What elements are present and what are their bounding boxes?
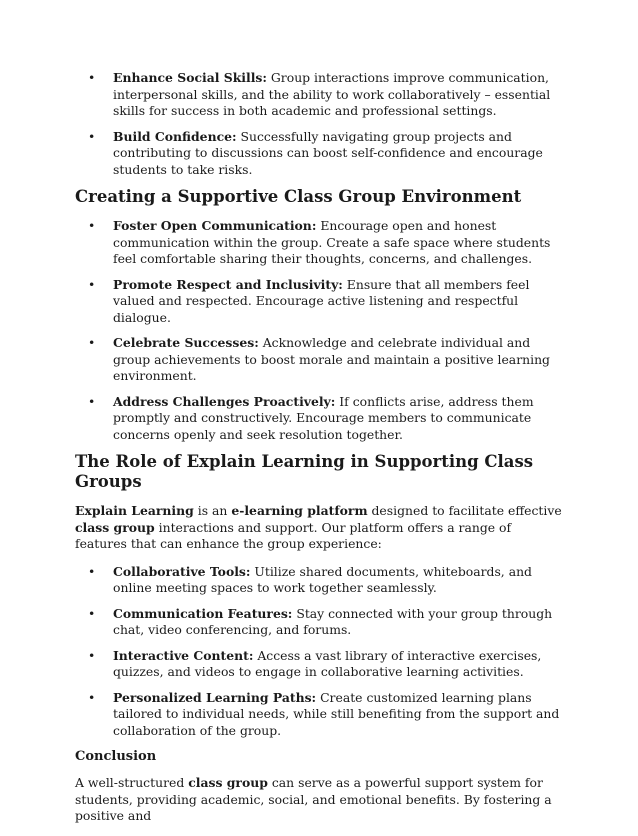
list-item (75, 606, 565, 639)
item-text: Create customized learning plans tailored to individual needs, while still benefiting from the support and collaboration of the group. (113, 689, 560, 738)
list-item (75, 129, 565, 179)
item-term: Enhance Social Skills: (113, 70, 267, 85)
item-term: Communication Features: (113, 605, 293, 621)
bold-term: e-learning platform (231, 503, 368, 518)
list-item (75, 648, 565, 681)
bold-term: class group (188, 775, 268, 790)
bold-term: class group (75, 519, 155, 535)
item-term: Foster Open Communication: (113, 218, 317, 233)
item-term: Address Challenges Proactively: (113, 393, 336, 409)
item-term: Personalized Learning Paths: (113, 689, 317, 705)
text-run: can serve as a powerful support system for students, providing academic, social, and emotional benefits. By fostering a positive and (75, 775, 552, 823)
item-text: Encourage open and honest communication within the group. Create a safe space where students feel comfortable sharing their thoughts, concerns, and challenges. (113, 218, 551, 266)
section-heading-role: The Role of Explain Learning in Supporting Class Groups (75, 452, 534, 491)
features-list (75, 564, 565, 740)
text-run: A well-structured (75, 775, 189, 790)
text-run: interactions and support. Our platform offers a range of features that can enhance the group experience: (75, 519, 512, 551)
item-text: Ensure that all members feel valued and respected. Encourage active listening and respectful dialogue. (113, 276, 530, 325)
text-run: designed to facilitate effective (367, 503, 562, 518)
item-text: Stay connected with your group through chat, video conferencing, and forums. (113, 605, 553, 637)
list-item (75, 277, 565, 327)
item-term: Interactive Content: (113, 647, 254, 663)
item-term: Promote Respect and Inclusivity: (113, 276, 343, 292)
item-text: Access a vast library of interactive exercises, quizzes, and videos to engage in collaborative learning activities. (113, 647, 542, 679)
list-item (75, 564, 565, 597)
list-item (75, 394, 565, 444)
item-term: Collaborative Tools: (113, 563, 251, 579)
item-text: If conflicts arise, address them promptly and constructively. Encourage members to communicate concerns openly and seek resolution together. (113, 393, 534, 442)
list-item (75, 218, 565, 268)
item-text: Acknowledge and celebrate individual and group achievements to boost morale and maintain a positive learning environment. (113, 335, 550, 383)
intro-benefits-list (75, 70, 565, 178)
environment-list (75, 218, 565, 443)
conclusion-heading: Conclusion (75, 749, 157, 764)
item-text: Group interactions improve communication, interpersonal skills, and the ability to work collaboratively – essential skills for success in both academic and professional settings. (113, 70, 551, 118)
item-term: Build Confidence: (113, 128, 237, 144)
list-item (75, 690, 565, 740)
bold-term: Explain Learning (75, 503, 194, 518)
text-run: is an (193, 503, 232, 518)
list-item (75, 70, 565, 120)
document-page (75, 70, 565, 836)
conclusion-paragraph (75, 775, 565, 825)
section-heading-environment: Creating a Supportive Class Group Environment (75, 187, 522, 206)
list-item (75, 335, 565, 385)
item-term: Celebrate Successes: (113, 335, 259, 350)
item-text: Successfully navigating group projects and contributing to discussions can boost self-confidence and encourage students to take risks. (113, 128, 543, 177)
role-paragraph (75, 503, 565, 553)
item-text: Utilize shared documents, whiteboards, and online meeting spaces to work together seamlessly. (113, 563, 532, 595)
